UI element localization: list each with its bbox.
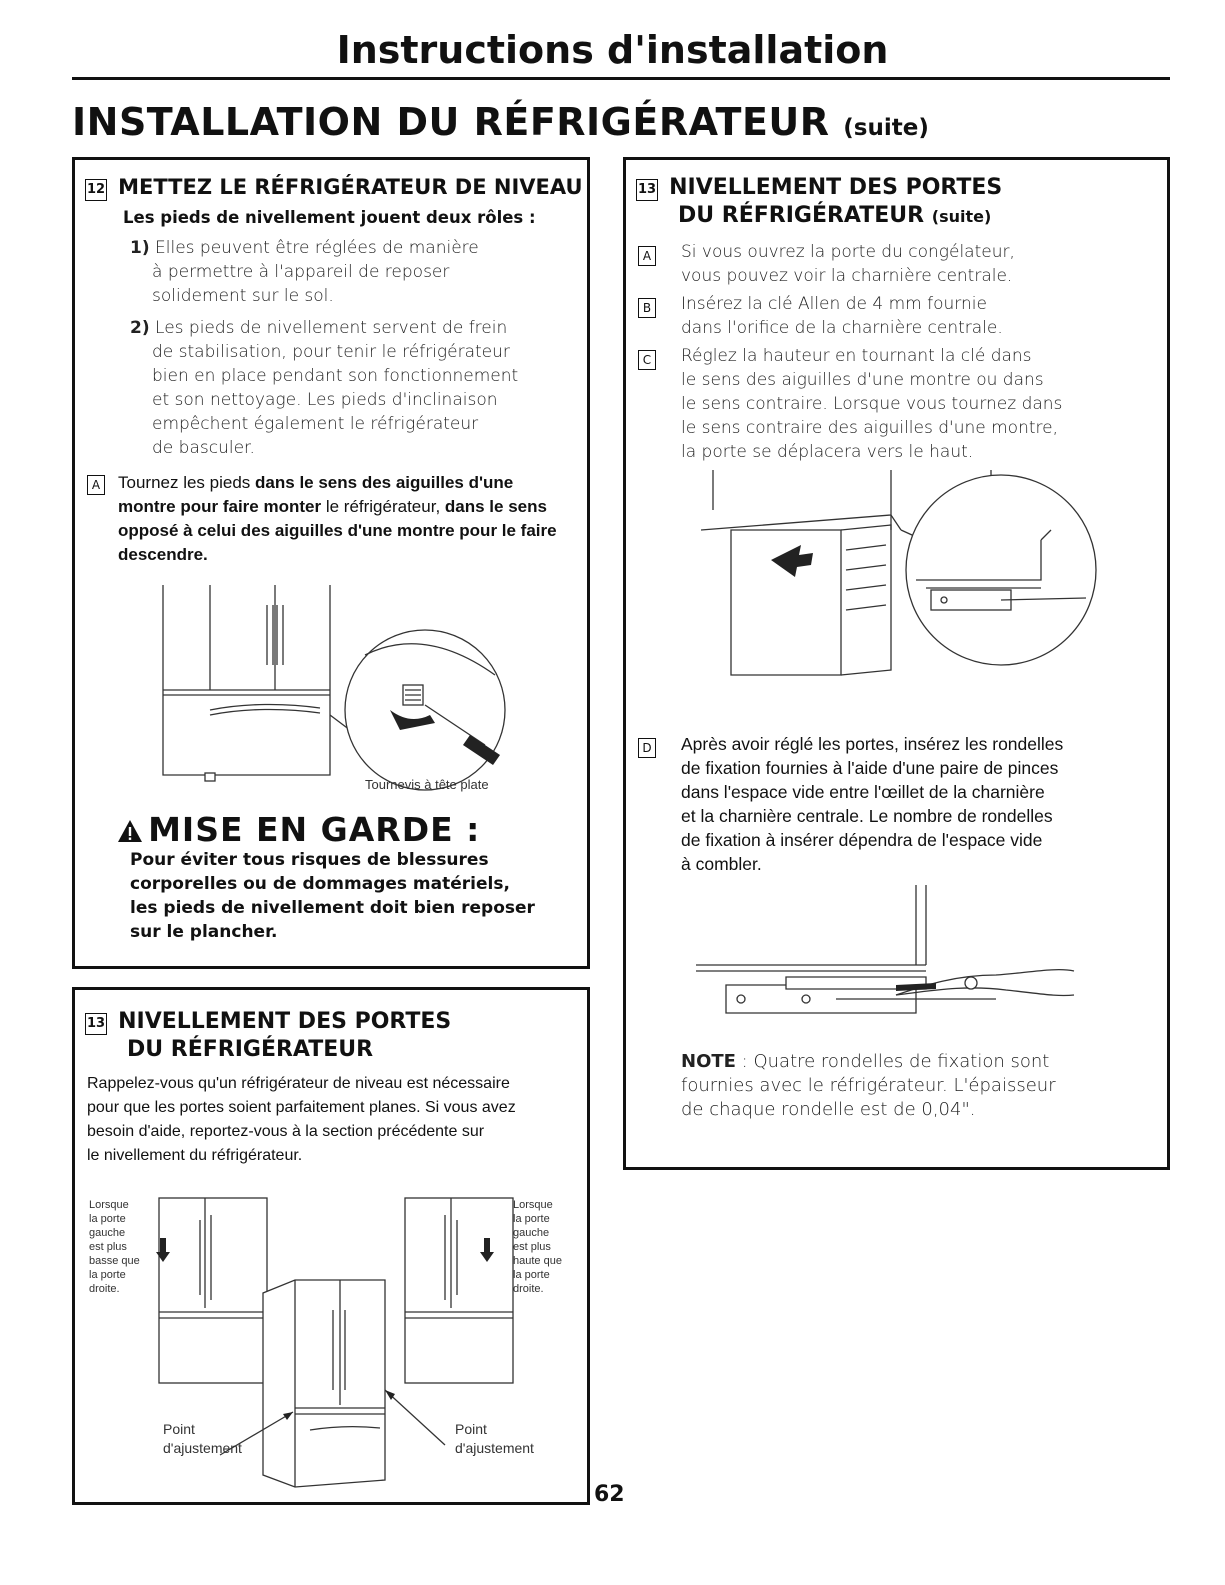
step-13-label-c: C (638, 350, 656, 370)
step-12-item-1 (130, 236, 580, 308)
right-label-line: la porte (513, 1269, 550, 1281)
step-13-suite-number: 13 (636, 179, 658, 201)
page-title: Instructions d'installation (336, 28, 889, 72)
item-1-line: Elles peuvent être réglées de manière (155, 238, 479, 258)
item-2-line: bien en place pendant son fonctionnement (152, 366, 519, 386)
left-label-line: la porte (89, 1213, 126, 1225)
right-point-line: d'ajustement (455, 1440, 534, 1456)
paragraph-line: Rappelez-vous qu'un réfrigérateur de niveau est nécessaire (87, 1075, 510, 1092)
left-label-line: est plus (89, 1241, 127, 1253)
step-12-label-a: A (87, 475, 105, 495)
caution-line: les pieds de nivellement doit bien reposer (130, 898, 535, 918)
note-label: NOTE (681, 1051, 736, 1072)
step-13-number: 13 (85, 1013, 107, 1035)
d-line: Après avoir réglé les portes, insérez les rondelles (681, 734, 1064, 754)
c-line: le sens contraire des aiguilles d'une montre, (681, 418, 1059, 438)
item-1-line: solidement sur le sol. (152, 286, 334, 306)
title-rule (72, 77, 1170, 80)
b-line: Insérez la clé Allen de 4 mm fournie (681, 294, 987, 314)
right-point-label (455, 1420, 534, 1458)
note-line: de chaque rondelle est de 0,04". (681, 1099, 976, 1120)
step-12-subhead: Les pieds de nivellement jouent deux rôles : (123, 208, 536, 227)
d-line: dans l'espace vide entre l'œillet de la charnière (681, 782, 1045, 802)
right-label-line: Lorsque (513, 1199, 553, 1211)
paragraph-line: le nivellement du réfrigérateur. (87, 1147, 303, 1164)
section-title-text: INSTALLATION DU RÉFRIGÉRATEUR (72, 100, 830, 144)
step-13-d-text (681, 732, 1161, 876)
a-line: vous pouvez voir la charnière centrale. (681, 266, 1013, 286)
step-12-a-text (118, 471, 568, 567)
item-1-line: à permettre à l'appareil de reposer (152, 262, 450, 282)
caution-line: Pour éviter tous risques de blessures (130, 850, 489, 870)
right-point-line: Point (455, 1421, 487, 1437)
right-label-line: gauche (513, 1227, 550, 1239)
item-2-line: de stabilisation, pour tenir le réfrigérateur (152, 342, 510, 362)
right-label-line: droite. (513, 1283, 544, 1295)
step-13-title-2: DU RÉFRIGÉRATEUR (127, 1037, 374, 1062)
step-13-b-text (681, 292, 1161, 340)
left-label-line: la porte (89, 1269, 126, 1281)
section-title-suffix: (suite) (843, 115, 929, 141)
note-line: fournies avec le réfrigérateur. L'épaisseur (681, 1075, 1056, 1096)
d-line: et la charnière centrale. Le nombre de rondelles (681, 806, 1053, 826)
caution-text (130, 848, 570, 944)
a-intro: Tournez les pieds (118, 473, 251, 492)
step-13-paragraph (87, 1072, 582, 1168)
step-13-suite-title-suffix: (suite) (931, 207, 992, 226)
d-line: de fixation à insérer dépendra de l'espace vide (681, 830, 1043, 850)
step-12-title: METTEZ LE RÉFRIGÉRATEUR DE NIVEAU (118, 175, 583, 199)
step-13-label-d: D (638, 738, 656, 758)
left-door-label (89, 1198, 140, 1296)
left-label-line: basse que (89, 1255, 140, 1267)
step-13-panel (72, 987, 590, 1505)
caution-title: MISE EN GARDE : (148, 810, 481, 849)
caution-line: sur le plancher. (130, 922, 278, 942)
paragraph-line: besoin d'aide, reportez-vous à la section précédente sur (87, 1123, 485, 1140)
step-13-suite-title-2 (678, 202, 991, 230)
caution-line: corporelles ou de dommages matériels, (130, 874, 510, 894)
step-13-label-b: B (638, 298, 656, 318)
a-bold-1: dans le sens des aiguilles d'une montre pour faire monter (118, 473, 514, 516)
screwdriver-caption: Tournevis à tête plate (365, 777, 489, 792)
step-12-heading (85, 174, 583, 201)
right-label-line: haute que (513, 1255, 562, 1267)
c-line: Réglez la hauteur en tournant la clé dans (681, 346, 1032, 366)
caution-heading (117, 810, 480, 849)
section-title (72, 100, 929, 144)
left-label-line: droite. (89, 1283, 120, 1295)
left-label-line: gauche (89, 1227, 126, 1239)
item-2-line: de basculer. (152, 438, 255, 458)
step-13-title-1: NIVELLEMENT DES PORTES (118, 1009, 452, 1034)
leveling-foot-illustration (155, 585, 535, 795)
step-13-note (681, 1050, 1161, 1122)
a-line: Si vous ouvrez la porte du congélateur, (681, 242, 1015, 262)
left-point-label (163, 1420, 242, 1458)
center-hinge-illustration (701, 470, 1101, 690)
step-13-label-a: A (638, 246, 656, 266)
item-2-line: empêchent également le réfrigérateur (152, 414, 479, 434)
paragraph-line: pour que les portes soient parfaitement planes. Si vous avez (87, 1099, 516, 1116)
warning-icon (117, 819, 143, 843)
d-line: de fixation fournies à l'aide d'une paire de pinces (681, 758, 1059, 778)
step-13-a-text (681, 240, 1161, 288)
step-12-number: 12 (85, 179, 107, 201)
c-line: la porte se déplacera vers le haut. (681, 442, 974, 462)
item-2-line: et son nettoyage. Les pieds d'inclinaison (152, 390, 498, 410)
step-12-item-2 (130, 316, 590, 460)
note-line: : Quatre rondelles de fixation sont (735, 1051, 1050, 1072)
c-line: le sens des aiguilles d'une montre ou dans (681, 370, 1044, 390)
right-door-label (513, 1198, 562, 1296)
page-number: 62 (594, 1482, 625, 1507)
item-1-num: 1) (130, 238, 150, 258)
step-13-suite-heading (636, 174, 1002, 201)
item-2-line: Les pieds de nivellement servent de frein (155, 318, 508, 338)
step-12-panel (72, 157, 590, 969)
d-line: à combler. (681, 854, 762, 874)
a-mid: le réfrigérateur, (325, 497, 441, 516)
step-13-suite-title-2-text: DU RÉFRIGÉRATEUR (678, 203, 925, 228)
left-point-line: d'ajustement (163, 1440, 242, 1456)
left-point-line: Point (163, 1421, 195, 1437)
c-line: le sens contraire. Lorsque vous tournez dans (681, 394, 1063, 414)
washer-pliers-illustration (696, 885, 1096, 1025)
step-13-suite-panel (623, 157, 1170, 1170)
item-2-num: 2) (130, 318, 150, 338)
left-label-line: Lorsque (89, 1199, 129, 1211)
step-13-c-text (681, 344, 1161, 464)
a-bold-2: dans le sens opposé à celui des aiguilles d'une montre pour le faire descendre. (118, 497, 557, 564)
right-label-line: la porte (513, 1213, 550, 1225)
step-13-suite-title-1: NIVELLEMENT DES PORTES (669, 175, 1003, 200)
right-label-line: est plus (513, 1241, 551, 1253)
b-line: dans l'orifice de la charnière centrale. (681, 318, 1003, 338)
step-13-heading (85, 1008, 451, 1035)
